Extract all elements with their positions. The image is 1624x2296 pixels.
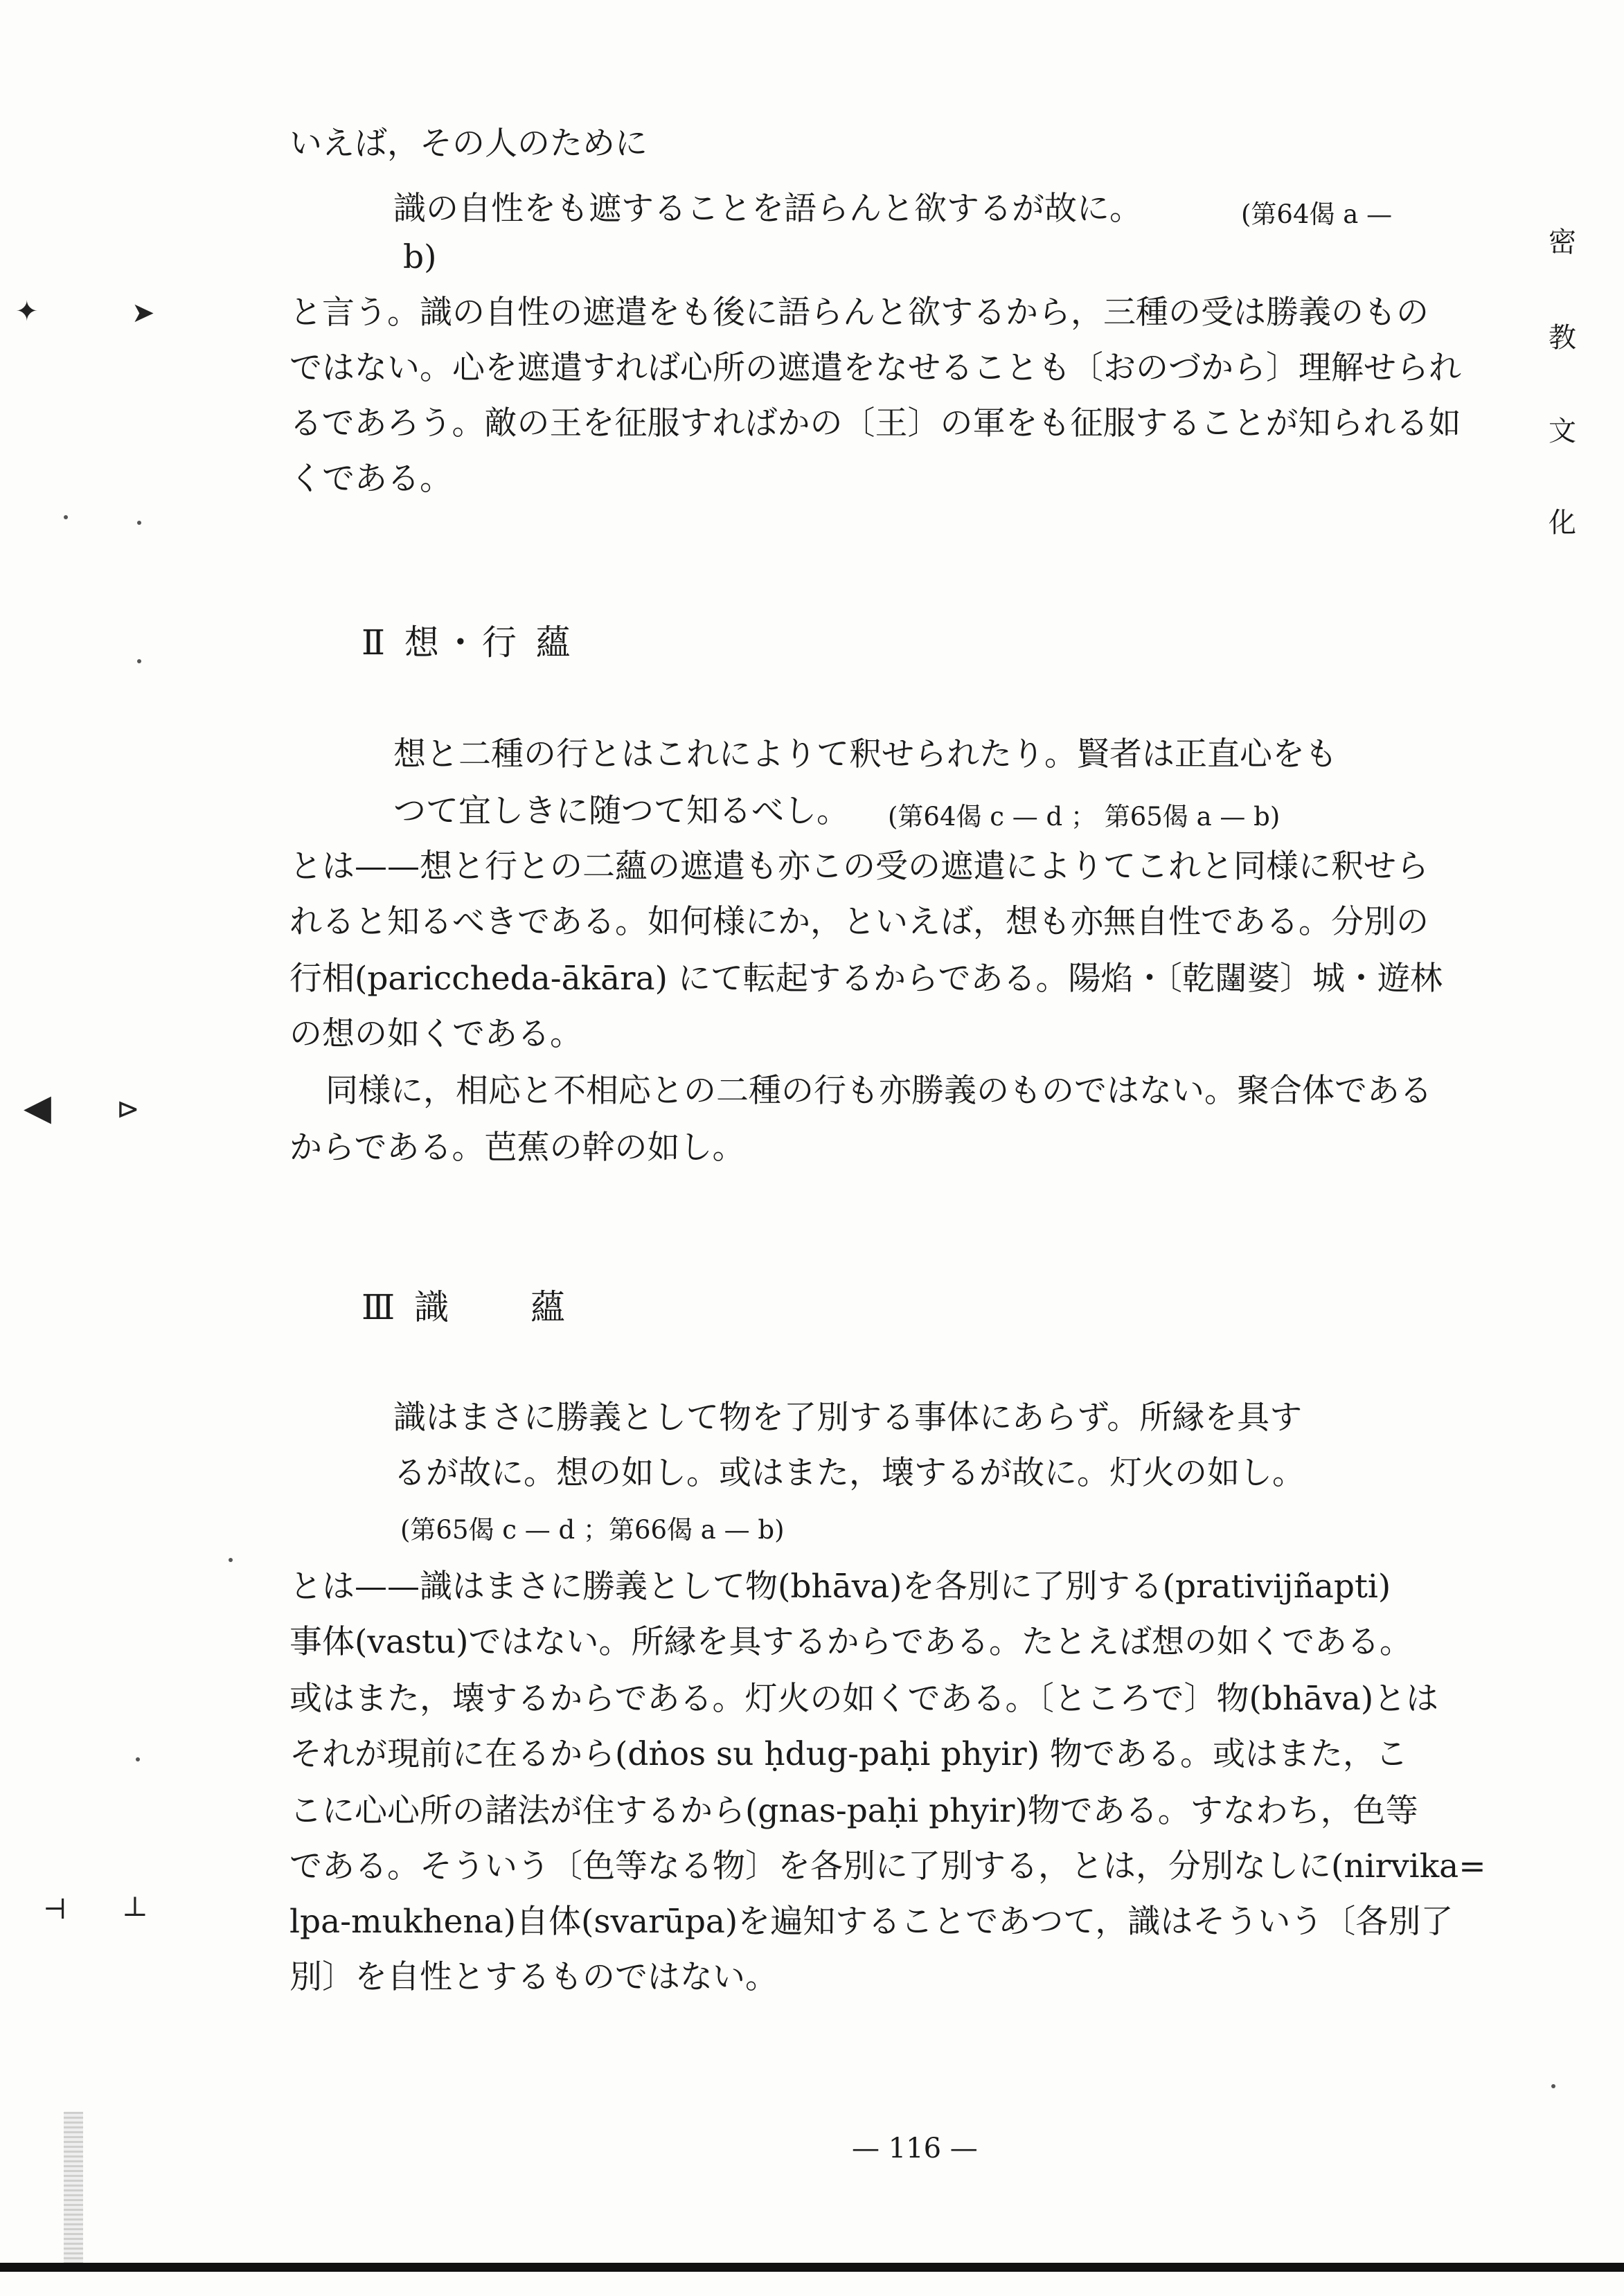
scan-speck (1551, 2084, 1555, 2088)
text-line: 行相(pariccheda-ākāra) にて転起するからである。陽焰・〔乾闥婆〕城・遊林 (289, 960, 1443, 998)
binding-hole-mark-icon: ⊥ (122, 1891, 148, 1923)
binding-hole-mark-icon: ⊣ (43, 1894, 67, 1926)
scan-speck (136, 1757, 140, 1761)
side-title-char-4: 化 (1549, 507, 1576, 539)
verse-citation: (第65偈 c — d ；第66偈 a — b) (400, 1515, 785, 1545)
binding-edge (64, 2112, 83, 2264)
text-line: こに心心所の諸法が住するから(gnas-paḥi phyir)物である。すなわち，色等 (289, 1792, 1418, 1830)
text-line: からである。芭蕉の幹の如し。 (289, 1129, 745, 1167)
text-line: とは——想と行との二蘊の遮遣も亦この受の遮遣によりてこれと同様に釈せら (289, 847, 1429, 886)
verse-line: 想と二種の行とはこれによりて釈せられたり。賢者は正直心をも (393, 735, 1337, 773)
verse-citation: (第64偈 c — d ； 第65偈 a — b) (888, 802, 1281, 832)
scan-speck (137, 521, 141, 525)
text-line: の想の如くである。 (289, 1015, 582, 1053)
text-line: それが現前に在るから(dṅos su ḥdug-paḥi phyir) 物である。或はまた，こ (289, 1735, 1409, 1773)
text-line: である。そういう〔色等なる物〕を各別に了別する，とは，分別なしに(nirvika= (289, 1847, 1486, 1885)
verse-citation: (第64偈 a — (1241, 199, 1393, 229)
text-line: 事体(vastu)ではない。所縁を具するからである。たとえば想の如くである。 (289, 1623, 1413, 1661)
section-heading-2: Ⅱ 想・行 蘊 (362, 622, 575, 663)
binding-hole-mark-icon: ➤ (132, 297, 155, 329)
text-line: 或はまた，壊するからである。灯火の如くである。〔ところで〕物(bhāva)とは (289, 1680, 1439, 1718)
verse-citation-cont: b) (403, 238, 437, 276)
side-title-char-2: 教 (1549, 322, 1576, 354)
text-line: 同様に，相応と不相応との二種の行も亦勝義のものではない。聚合体である (325, 1072, 1432, 1110)
side-title-char-3: 文 (1549, 415, 1576, 447)
binding-hole-mark-icon: ◀ (24, 1087, 51, 1129)
page-number: — 116 — (852, 2133, 978, 2164)
section-heading-3: Ⅲ 識 蘊 (362, 1287, 570, 1327)
text-line: lpa-mukhena)自体(svarūpa)を遍知することであつて，識はそういう〔各別了 (289, 1903, 1454, 1941)
side-title-char-1: 密 (1549, 226, 1576, 258)
verse-line: るが故に。想の如し。或はまた，壊するが故に。灯火の如し。 (393, 1454, 1305, 1492)
text-line: と言う。識の自性の遮遣をも後に語らんと欲するから，三種の受は勝義のもの (289, 294, 1429, 332)
text-line: ではない。心を遮遣すれば心所の遮遣をなせることも〔おのづから〕理解せられ (289, 349, 1461, 387)
text-line: くである。 (289, 460, 452, 498)
scan-speck (229, 1558, 233, 1562)
text-line: るであろう。敵の王を征服すればかの〔王〕の軍をも征服することが知られる如 (289, 404, 1461, 442)
text-line: いえば，その人のために (289, 125, 648, 163)
scan-speck (137, 659, 141, 663)
text-line: とは——識はまさに勝義として物(bhāva)を各別に了別する(prativijñapti) (289, 1568, 1391, 1606)
binding-hole-mark-icon: ⊳ (116, 1093, 140, 1125)
text-line: 別〕を自性とするものではない。 (289, 1958, 778, 1996)
verse-line: 識の自性をも遮することを語らんと欲するが故に。 (393, 190, 1142, 228)
scan-speck (64, 515, 68, 519)
verse-line: つて宜しきに随つて知るべし。 (393, 792, 849, 830)
binding-hole-mark-icon: ✦ (15, 296, 39, 328)
verse-line: 識はまさに勝義として物を了別する事体にあらず。所縁を具す (393, 1399, 1303, 1437)
text-line: れると知るべきである。如何様にか，といえば，想も亦無自性である。分別の (289, 903, 1429, 941)
bottom-rule (0, 2263, 1624, 2272)
